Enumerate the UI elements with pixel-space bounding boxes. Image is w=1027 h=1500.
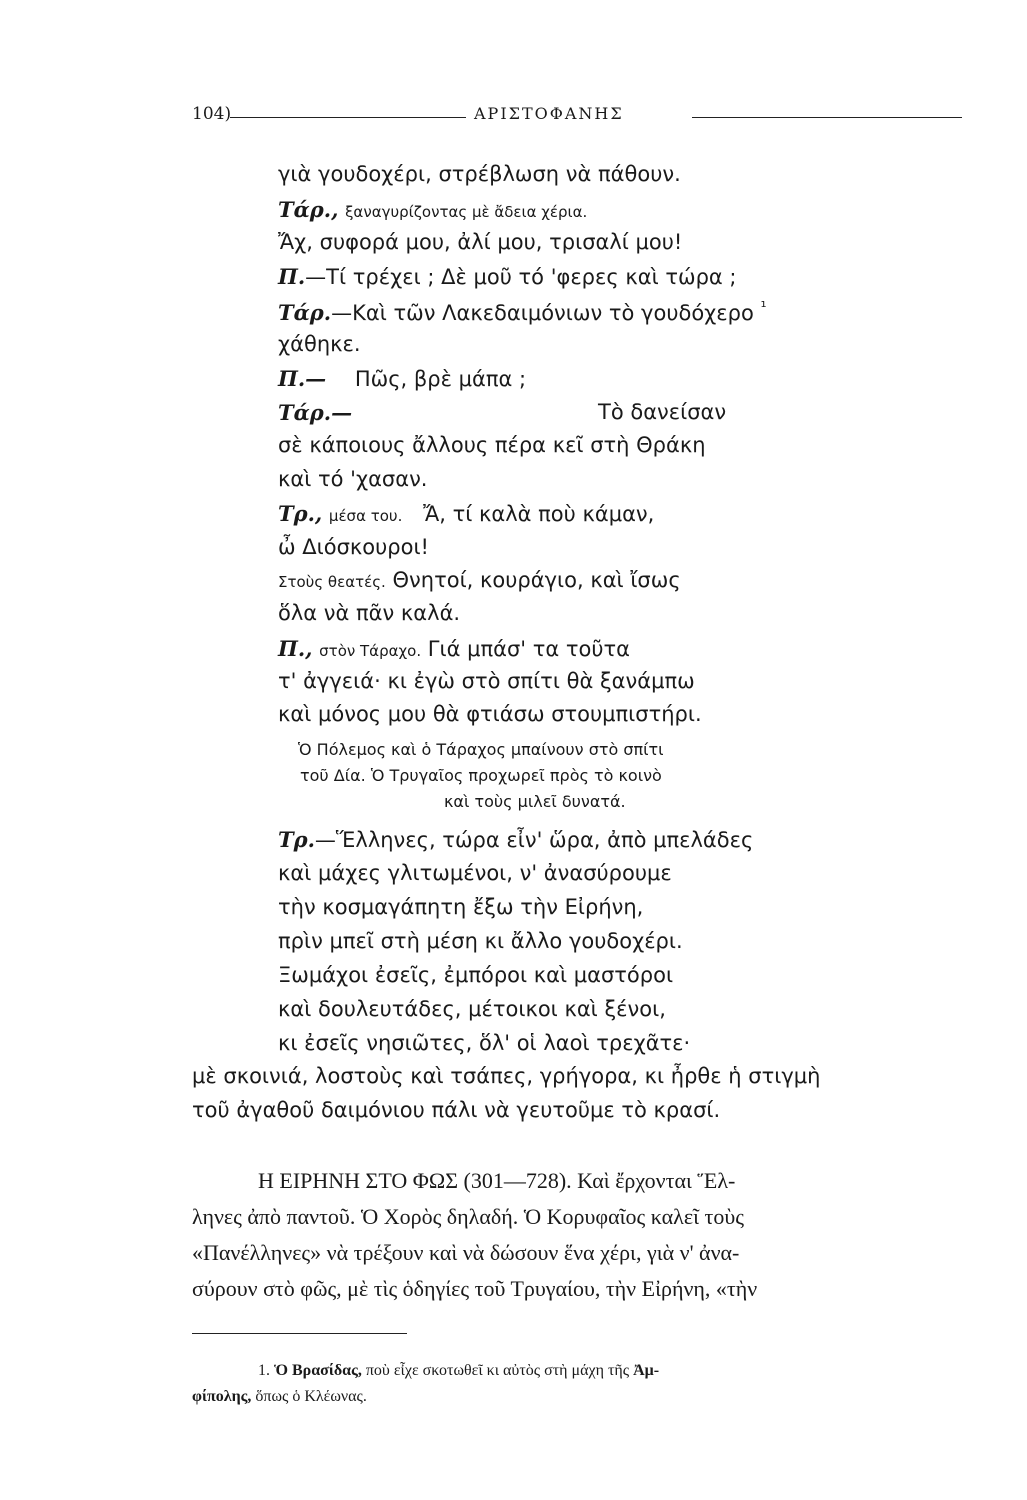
speaker: Π., xyxy=(278,636,313,661)
stage-direction: τοῦ Δία. Ὁ Τρυγαῖος προχωρεῖ πρὸς τὸ κοινὸ xyxy=(300,766,662,785)
verse-line xyxy=(278,298,767,325)
footnote-text: ὅπως ὁ Κλέωνας. xyxy=(255,1388,367,1405)
verse-line: τ' ἀγγειά· κι ἐγὼ στὸ σπίτι θὰ ξανάμπω xyxy=(278,669,695,693)
prose-line: «Πανέλληνες» νὰ τρέξουν καὶ νὰ δώσουν ἕνα χέρι, γιὰ ν' ἀνα- xyxy=(192,1240,740,1265)
verse-text: —Καὶ τῶν Λακεδαιμόνιων τὸ γουδόχερο xyxy=(331,301,754,325)
verse-line: ὅλα νὰ πᾶν καλά. xyxy=(278,601,461,625)
verse-line: ὦ Διόσκουροι! xyxy=(278,535,429,559)
running-header xyxy=(192,104,962,128)
prose-line: Η ΕΙΡΗΝΗ ΣΤΟ ΦΩΣ (301—728). Καὶ ἔρχονται Ἕλ- xyxy=(258,1168,736,1193)
verse-line: πρὶν μπεῖ στὴ μέση κι ἄλλο γουδοχέρι. xyxy=(278,929,683,953)
header-rule-right xyxy=(692,117,962,118)
verse-text: —Τί τρέχει ; Δὲ μοῦ τό 'φερες καὶ τώρα ; xyxy=(305,265,737,289)
verse-line xyxy=(278,366,526,391)
verse-text: —Ἕλληνες, τώρα εἶν' ὥρα, ἀπὸ μπελάδες xyxy=(314,828,754,852)
verse-line xyxy=(278,827,753,852)
speaker: Π.— xyxy=(278,366,327,391)
footnote-line xyxy=(258,1362,659,1380)
header-rule-left xyxy=(230,117,466,118)
speaker: Π. xyxy=(278,264,306,289)
footnote-name: φίπολης, xyxy=(192,1388,252,1405)
verse-line: μὲ σκοινιά, λοστοὺς καὶ τσάπες, γρήγορα, κι ἦρθε ἡ στιγμὴ xyxy=(192,1064,821,1088)
verse-line: χάθηκε. xyxy=(278,332,361,356)
speaker: Τάρ.— xyxy=(278,400,353,425)
verse-line: Ξωμάχοι ἐσεῖς, ἐμπόροι καὶ μαστόροι xyxy=(278,963,674,987)
verse-line xyxy=(278,197,587,222)
verse-line: τὴν κοσμαγάπητη ἔξω τὴν Εἰρήνη, xyxy=(278,895,644,919)
footnote-name: Ἀμ- xyxy=(633,1362,660,1379)
footnote-number: 1. xyxy=(258,1362,270,1379)
page-number: 104) xyxy=(192,104,232,124)
footnote-marker: ¹ xyxy=(760,298,767,316)
footnote-name: Ὁ Βρασίδας, xyxy=(274,1362,362,1379)
speaker: Τάρ., xyxy=(278,197,339,222)
prose-line: ληνες ἀπὸ παντοῦ. Ὁ Χορὸς δηλαδή. Ὁ Κορυφαῖος καλεῖ τοὺς xyxy=(192,1204,744,1229)
footnote-rule xyxy=(192,1333,407,1334)
verse-line: καὶ δουλευτάδες, μέτοικοι καὶ ξένοι, xyxy=(278,997,666,1021)
verse-line: καὶ μόνος μου θὰ φτιάσω στουμπιστήρι. xyxy=(278,702,702,726)
speaker: Τρ., xyxy=(278,501,323,526)
verse-line xyxy=(278,568,681,592)
verse-line: καὶ μάχες γλιτωμένοι, ν' ἀνασύρουμε xyxy=(278,861,672,885)
verse-line: σὲ κάποιους ἄλλους πέρα κεῖ στὴ Θράκη xyxy=(278,433,706,457)
speaker: Τρ. xyxy=(278,827,315,852)
verse-line xyxy=(278,400,352,425)
verse-line: τοῦ ἀγαθοῦ δαιμόνιου πάλι νὰ γευτοῦμε τὸ κρασί. xyxy=(192,1098,721,1122)
verse-line xyxy=(278,636,630,661)
running-title: ΑΡΙΣΤΟΦΑΝΗΣ xyxy=(474,104,624,123)
verse-text: Ἄ, τί καλὰ ποὺ κάμαν, xyxy=(423,502,655,526)
prose-line: σύρουν στὸ φῶς, μὲ τὶς ὁδηγίες τοῦ Τρυγαίου, τὴν Εἰρήνη, «τὴν xyxy=(192,1276,758,1301)
speaker: Τάρ. xyxy=(278,300,332,325)
stage-direction: καὶ τοὺς μιλεῖ δυνατά. xyxy=(444,792,626,811)
verse-line: Ἄχ, συφορά μου, ἀλί μου, τρισαλί μου! xyxy=(278,230,683,254)
verse-text: Θνητοί, κουράγιο, καὶ ἴσως xyxy=(392,568,681,592)
verse-line: γιὰ γουδοχέρι, στρέβλωση νὰ πάθουν. xyxy=(278,162,681,186)
verse-text: Τὸ δανείσαν xyxy=(598,400,727,424)
verse-line xyxy=(278,264,737,289)
stage-direction: στὸν Τάραχο. xyxy=(319,642,422,660)
verse-line xyxy=(278,501,654,526)
verse-line: κι ἐσεῖς νησιῶτες, ὅλ' οἱ λαοὶ τρεχᾶτε· xyxy=(278,1031,691,1055)
verse-text: Πῶς, βρὲ μάπα ; xyxy=(354,367,527,391)
stage-direction: Στοὺς θεατές. xyxy=(278,573,386,591)
stage-direction: ξαναγυρίζοντας μὲ ἄδεια χέρια. xyxy=(345,203,588,221)
verse-line: καὶ τό 'χασαν. xyxy=(278,467,428,491)
verse-text: Γιά μπάσ' τα τοῦτα xyxy=(427,637,630,661)
footnote-text: ποὺ εἶχε σκοτωθεῖ κι αὐτὸς στὴ μάχη τῆς xyxy=(365,1362,630,1379)
stage-direction: Ὁ Πόλεμος καὶ ὁ Τάραχος μπαίνουν στὸ σπίτι xyxy=(298,740,664,759)
stage-direction: μέσα του. xyxy=(328,507,403,525)
footnote-line xyxy=(192,1388,367,1406)
